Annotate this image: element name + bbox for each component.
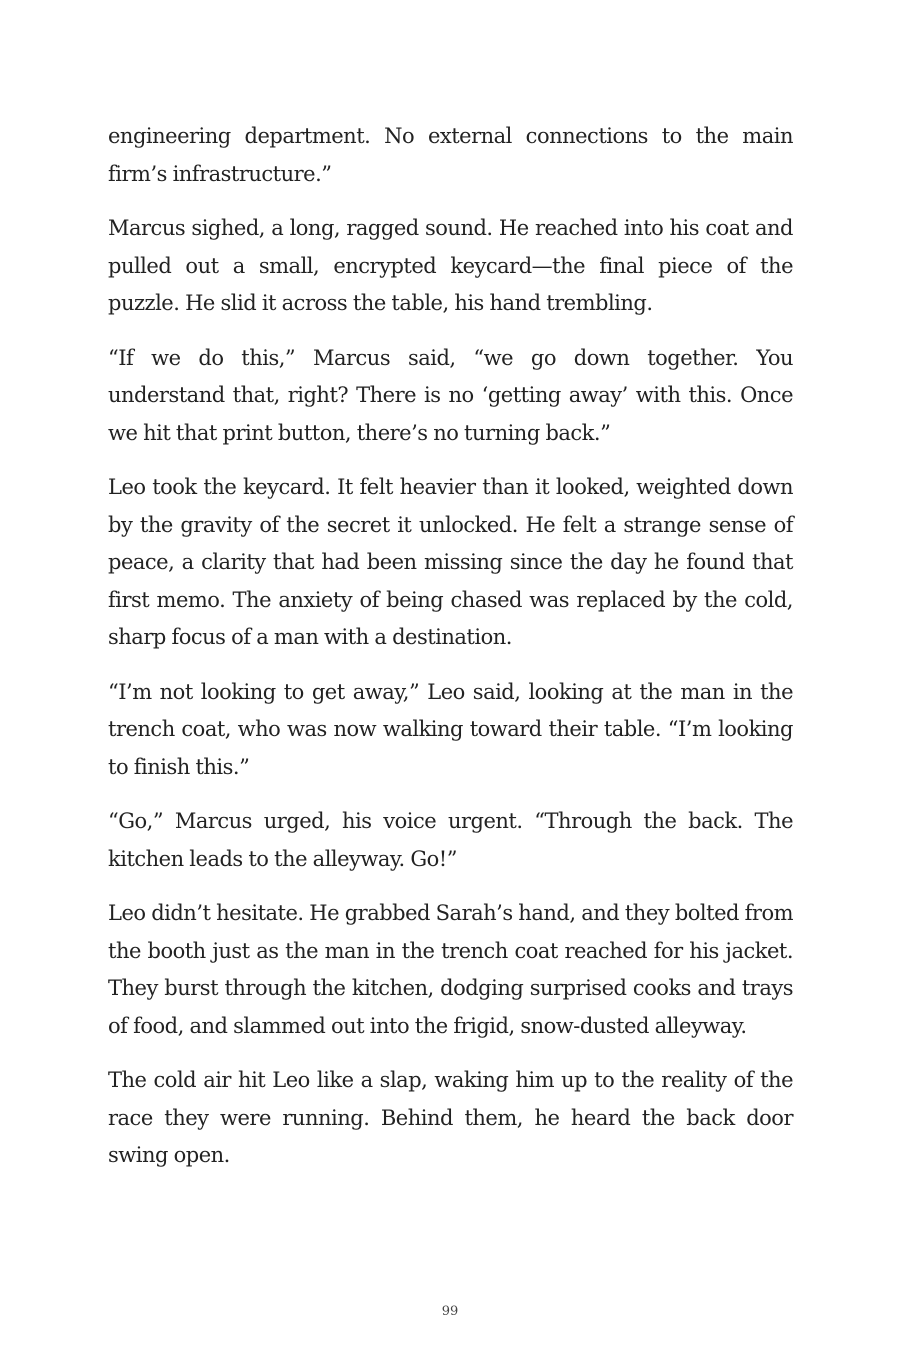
- paragraph-4: Leo took the keycard. It felt heavier than it looked, weighted down by the gravity of the secret it unlocked. He felt a strange sense of peace, a clarity that had been missing since the day he found that first memo. The anxiety of being chased was replaced by the cold, sharp focus of a man with a destination.: [108, 475, 793, 649]
- paragraph-6: “Go,” Marcus urged, his voice urgent. “Through the back. The kitchen leads to the alleyway. Go!”: [108, 809, 793, 871]
- paragraph-2: Marcus sighed, a long, ragged sound. He reached into his coat and pulled out a small, encrypted keycard—the final piece of the puzzle. He slid it across the table, his hand trembling.: [108, 216, 793, 315]
- paragraph-8: The cold air hit Leo like a slap, waking him up to the reality of the race they were running. Behind them, he heard the back door swing open.: [108, 1068, 793, 1167]
- paragraph-5: “I’m not looking to get away,” Leo said, looking at the man in the trench coat, who was now walking toward their table. “I’m looking to finish this.”: [108, 679, 793, 779]
- paragraph-3: “If we do this,” Marcus said, “we go down together. You understand that, right? There is no ‘getting away’ with this. Once we hit that print button, there’s no turning back.”: [108, 345, 793, 445]
- page-number: 99: [441, 1304, 459, 1319]
- body-text: [108, 118, 793, 1192]
- paragraph-7: Leo didn’t hesitate. He grabbed Sarah’s hand, and they bolted from the booth just as the man in the trench coat reached for his jacket. They burst through the kitchen, dodging surprised cooks and trays of food, and slammed out into the frigid, snow-dusted alleyway.: [108, 901, 793, 1038]
- paragraph-1: engineering department. No external connections to the main firm’s infrastructure.”: [108, 124, 793, 186]
